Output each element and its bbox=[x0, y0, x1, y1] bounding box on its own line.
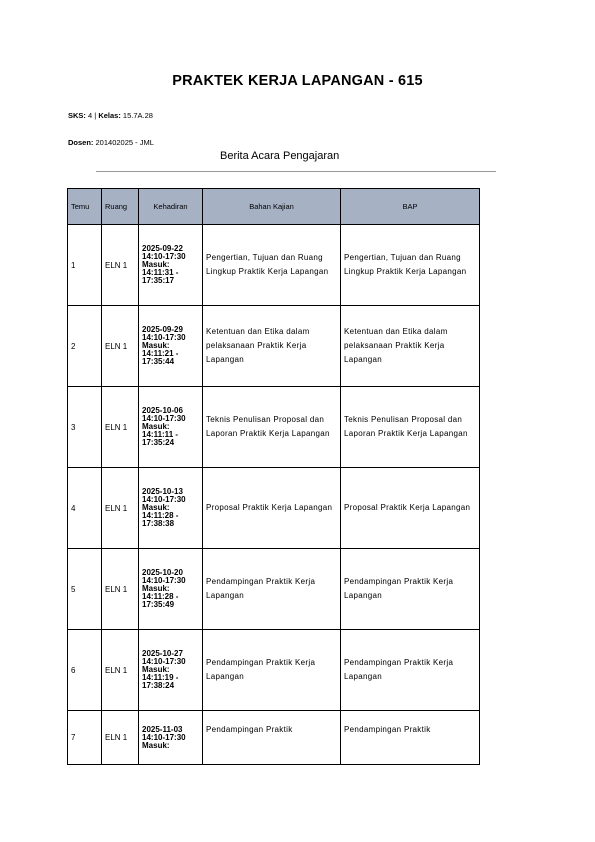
table-row bbox=[68, 711, 480, 765]
teaching-record-table bbox=[67, 188, 480, 765]
table-row bbox=[68, 630, 480, 711]
sks-value: 4 | bbox=[88, 111, 97, 120]
attendance-schedule: 14:10-17:30 bbox=[142, 657, 186, 666]
attendance-in: 14:11:28 - bbox=[142, 592, 179, 601]
ruang-cell: ELN 1 bbox=[102, 225, 139, 306]
header-temu: Temu bbox=[68, 189, 102, 225]
attendance-date: 2025-09-22 bbox=[142, 244, 183, 253]
sks-label: SKS: bbox=[68, 111, 86, 120]
attendance-cell bbox=[139, 387, 203, 468]
attendance-schedule: 14:10-17:30 bbox=[142, 252, 186, 261]
bahan-kajian-cell: Teknis Penulisan Proposal dan Laporan Praktik Kerja Lapangan bbox=[203, 387, 341, 468]
attendance-cell bbox=[139, 306, 203, 387]
attendance-masuk-label: Masuk: bbox=[142, 503, 170, 512]
attendance-schedule: 14:10-17:30 bbox=[142, 333, 186, 342]
ruang-cell: ELN 1 bbox=[102, 468, 139, 549]
kelas-value: 15.7A.28 bbox=[122, 111, 153, 120]
attendance-date: 2025-11-03 bbox=[142, 724, 183, 734]
attendance-masuk-label: Masuk: bbox=[142, 584, 170, 593]
attendance-cell bbox=[139, 468, 203, 549]
attendance-in: 14:11:11 - bbox=[142, 430, 179, 439]
temu-cell: 4 bbox=[68, 468, 102, 549]
header-ruang: Ruang bbox=[102, 189, 139, 225]
temu-cell: 6 bbox=[68, 630, 102, 711]
temu-cell: 3 bbox=[68, 387, 102, 468]
bahan-kajian-cell: Pengertian, Tujuan dan Ruang Lingkup Praktik Kerja Lapangan bbox=[203, 225, 341, 306]
header-bahan-kajian: Bahan Kajian bbox=[203, 189, 341, 225]
bahan-kajian-cell: Pendampingan Praktik bbox=[203, 711, 341, 765]
attendance-out: 17:38:38 bbox=[142, 519, 175, 528]
bap-cell: Pengertian, Tujuan dan Ruang Lingkup Praktik Kerja Lapangan bbox=[341, 225, 480, 306]
table-header-row bbox=[68, 189, 480, 225]
attendance-out: 17:35:17 bbox=[142, 276, 175, 285]
attendance-cell bbox=[139, 549, 203, 630]
attendance-masuk-label: Masuk: bbox=[142, 341, 170, 350]
attendance-schedule: 14:10-17:30 bbox=[142, 732, 186, 742]
attendance-masuk-label: Masuk: bbox=[142, 740, 170, 750]
kelas-label: Kelas: bbox=[98, 111, 121, 120]
bap-cell: Pendampingan Praktik Kerja Lapangan bbox=[341, 549, 480, 630]
bap-cell: Teknis Penulisan Proposal dan Laporan Praktik Kerja Lapangan bbox=[341, 387, 480, 468]
bap-cell: Ketentuan dan Etika dalam pelaksanaan Praktik Kerja Lapangan bbox=[341, 306, 480, 387]
temu-cell: 7 bbox=[68, 711, 102, 765]
temu-cell: 1 bbox=[68, 225, 102, 306]
attendance-date: 2025-10-27 bbox=[142, 649, 183, 658]
attendance-schedule: 14:10-17:30 bbox=[142, 414, 186, 423]
attendance-date: 2025-10-06 bbox=[142, 406, 183, 415]
ruang-cell: ELN 1 bbox=[102, 711, 139, 765]
bahan-kajian-cell: Pendampingan Praktik Kerja Lapangan bbox=[203, 630, 341, 711]
attendance-masuk-label: Masuk: bbox=[142, 422, 170, 431]
attendance-schedule: 14:10-17:30 bbox=[142, 576, 186, 585]
temu-cell: 5 bbox=[68, 549, 102, 630]
attendance-masuk-label: Masuk: bbox=[142, 665, 170, 674]
ruang-cell: ELN 1 bbox=[102, 549, 139, 630]
attendance-in: 14:11:28 - bbox=[142, 511, 179, 520]
attendance-out: 17:38:24 bbox=[142, 681, 175, 690]
class-info bbox=[68, 111, 153, 120]
attendance-in: 14:11:21 - bbox=[142, 349, 179, 358]
bap-cell: Proposal Praktik Kerja Lapangan bbox=[341, 468, 480, 549]
dosen-value: 201402025 - JML bbox=[95, 138, 154, 147]
attendance-in: 14:11:19 - bbox=[142, 673, 179, 682]
ruang-cell: ELN 1 bbox=[102, 387, 139, 468]
table-row bbox=[68, 306, 480, 387]
bahan-kajian-cell: Proposal Praktik Kerja Lapangan bbox=[203, 468, 341, 549]
bahan-kajian-cell: Ketentuan dan Etika dalam pelaksanaan Praktik Kerja Lapangan bbox=[203, 306, 341, 387]
divider bbox=[96, 171, 496, 172]
attendance-in: 14:11:31 - bbox=[142, 268, 179, 277]
table-row bbox=[68, 387, 480, 468]
temu-cell: 2 bbox=[68, 306, 102, 387]
lecturer-info bbox=[68, 138, 154, 147]
header-bap: BAP bbox=[341, 189, 480, 225]
attendance-schedule: 14:10-17:30 bbox=[142, 495, 186, 504]
table-row bbox=[68, 225, 480, 306]
attendance-out: 17:35:24 bbox=[142, 438, 175, 447]
attendance-out: 17:35:49 bbox=[142, 600, 175, 609]
attendance-masuk-label: Masuk: bbox=[142, 260, 170, 269]
table-row bbox=[68, 468, 480, 549]
section-subtitle: Berita Acara Pengajaran bbox=[220, 150, 340, 162]
attendance-out: 17:35:44 bbox=[142, 357, 175, 366]
bahan-kajian-cell: Pendampingan Praktik Kerja Lapangan bbox=[203, 549, 341, 630]
attendance-date: 2025-10-13 bbox=[142, 487, 183, 496]
bap-cell: Pendampingan Praktik Kerja Lapangan bbox=[341, 630, 480, 711]
ruang-cell: ELN 1 bbox=[102, 630, 139, 711]
attendance-cell bbox=[139, 711, 203, 765]
header-kehadiran: Kehadiran bbox=[139, 189, 203, 225]
attendance-cell bbox=[139, 225, 203, 306]
document-title: PRAKTEK KERJA LAPANGAN - 615 bbox=[172, 73, 423, 89]
ruang-cell: ELN 1 bbox=[102, 306, 139, 387]
bap-cell: Pendampingan Praktik bbox=[341, 711, 480, 765]
attendance-date: 2025-10-20 bbox=[142, 568, 183, 577]
attendance-cell bbox=[139, 630, 203, 711]
dosen-label: Dosen: bbox=[68, 138, 94, 147]
attendance-date: 2025-09-29 bbox=[142, 325, 183, 334]
table-row bbox=[68, 549, 480, 630]
